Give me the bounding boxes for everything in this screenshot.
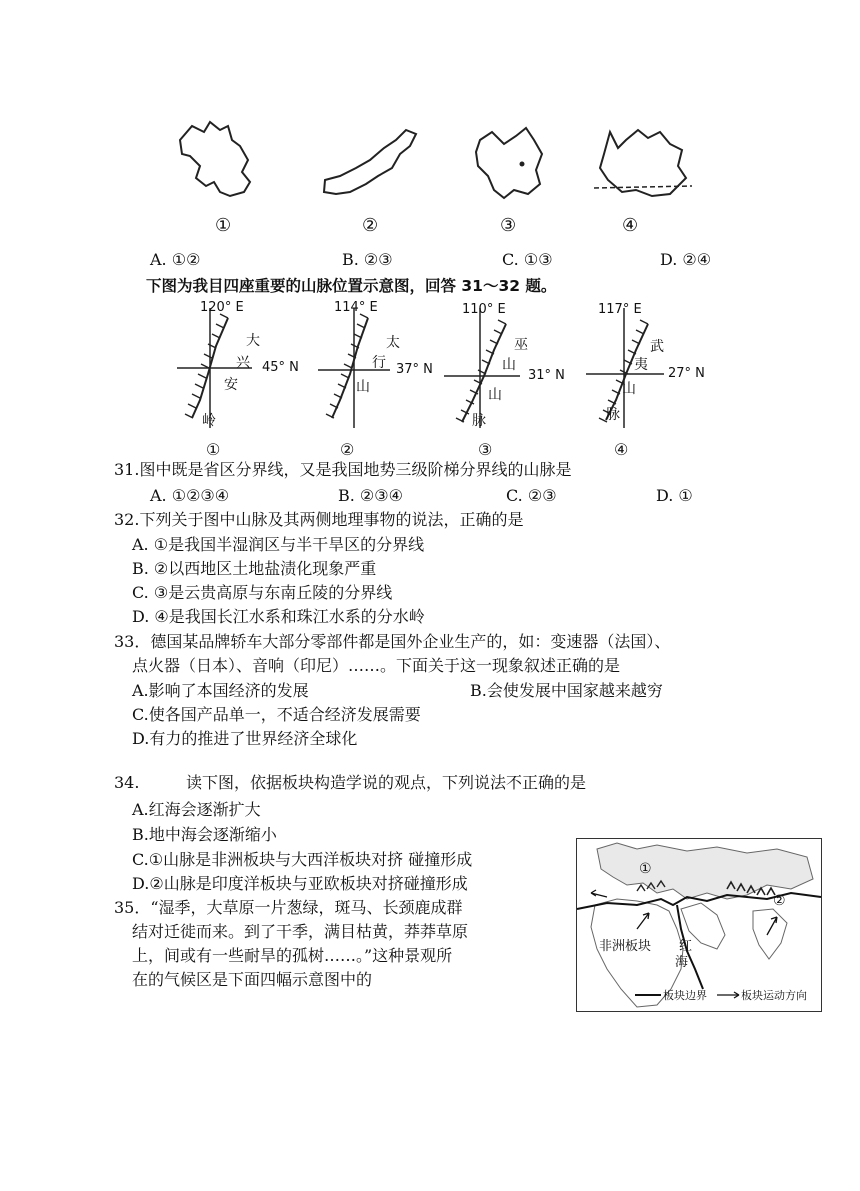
diagram2-char-3: 山 [356,379,370,395]
diagram1-char-2: 兴 [236,355,250,371]
diagram4-char-3: 山 [622,381,636,397]
province-outline-1 [180,122,250,196]
q32-option-d[interactable]: D. ④是我国长江水系和珠江水系的分水岭 [132,607,425,626]
province-outline-3 [476,128,542,198]
q30-option-c[interactable]: C. ①③ [502,250,553,269]
q34-option-c[interactable]: C.①山脉是非洲板块与大西洋板块对挤 碰撞形成 [132,850,473,869]
diagram4-char-1: 武 [650,339,664,355]
diagram1-marker: ① [206,440,221,459]
map-red-sea-label-1: 红 [679,939,693,954]
q33-option-b[interactable]: B.会使发展中国家越来越穷 [470,681,663,700]
diagram1-char-3: 安 [224,377,238,393]
diagram1-char-4: 岭 [202,413,216,429]
mountain-diagram-2 [318,300,458,440]
shape-marker-2: ② [362,215,379,236]
q32-stem: 32.下列关于图中山脉及其两侧地理事物的说法，正确的是 [114,510,524,529]
q34-stem: 读下图，依据板块构造学说的观点，下列说法不正确的是 [186,773,587,792]
q32-option-c[interactable]: C. ③是云贵高原与东南丘陵的分界线 [132,583,393,602]
map-red-sea-label-2: 海 [675,955,689,970]
province-outline-2 [324,130,416,194]
q31-option-b[interactable]: B. ②③④ [338,486,403,505]
province-outline-4 [600,130,686,196]
diagram1-char-1: 大 [246,333,260,349]
diagram1-lon: 120° E [200,300,244,315]
diagram2-marker: ② [340,440,355,459]
q33-option-d[interactable]: D.有力的推进了世界经济全球化 [132,729,358,748]
diagram3-lon: 110° E [462,302,506,317]
diagram2-lat: 37° N [396,362,433,377]
q32-option-a[interactable]: A. ①是我国半湿润区与半干旱区的分界线 [132,535,425,554]
diagram2-lon: 114° E [334,300,378,315]
diagram4-lat: 27° N [668,366,705,381]
q30-option-a[interactable]: A. ①② [150,250,201,269]
intro-31-32: 下图为我目四座重要的山脉位置示意图，回答 31～32 题。 [146,277,557,295]
shape-marker-1: ① [215,215,232,236]
diagram4-char-4: 脉 [606,407,620,423]
legend-motion-label: 板块运动方向 [741,989,807,1002]
q35-line2: 结对迁徙而来。到了干季，满目枯黄，莽莽草原 [132,922,469,941]
diagram3-lat: 31° N [528,368,565,383]
diagram4-lon: 117° E [598,302,642,317]
diagram2-char-1: 太 [386,335,400,351]
q33-option-a[interactable]: A.影响了本国经济的发展 [132,681,309,700]
q35-line3: 上，间或有一些耐旱的孤树……。”这种景观所 [132,946,453,965]
diagram4-char-2: 夷 [634,357,648,373]
diagram1-lat: 45° N [262,360,299,375]
diagram4-marker: ④ [614,440,629,459]
q30-option-d[interactable]: D. ②④ [660,250,712,269]
q34-option-d[interactable]: D.②山脉是印度洋板块与亚欧板块对挤碰撞形成 [132,874,468,893]
q31-option-a[interactable]: A. ①②③④ [150,486,230,505]
q34-option-b[interactable]: B.地中海会逐渐缩小 [132,825,277,844]
q30-option-b[interactable]: B. ②③ [342,250,393,269]
diagram3-marker: ③ [478,440,493,459]
europe-landmass [597,843,813,899]
q33-stem-line1: 33．德国某品牌轿车大部分零部件都是国外企业生产的，如：变速器（法国）、 [114,632,671,651]
q34-option-a[interactable]: A.红海会逐渐扩大 [132,800,261,819]
q31-stem: 31.图中既是省区分界线，又是我国地势三级阶梯分界线的山脉是 [114,460,572,479]
shape-marker-3: ③ [500,215,517,236]
diagram3-char-3: 山 [488,387,502,403]
q35-line1: 35．“湿季，大草原一片葱绿，斑马、长颈鹿成群 [114,898,463,917]
q33-option-c[interactable]: C.使各国产品单一，不适合经济发展需要 [132,705,421,724]
shape-marker-4: ④ [622,215,639,236]
diagram2-char-2: 行 [372,355,386,371]
legend-boundary-label: 板块边界 [663,989,707,1002]
diagram3-char-2: 山 [502,357,516,373]
plate-map [576,838,822,1012]
q34-number: 34. [114,773,140,792]
q31-option-c[interactable]: C. ②③ [506,486,557,505]
map-marker-2: ② [773,893,786,909]
diagram3-char-4: 脉 [472,413,486,429]
q31-option-d[interactable]: D. ① [656,486,693,505]
india-landmass [753,909,787,959]
q35-line4: 在的气候区是下面四幅示意图中的 [132,970,373,989]
q32-option-b[interactable]: B. ②以西地区土地盐渍化现象严重 [132,559,377,578]
q33-stem-line2: 点火器（日本）、音响（印尼）……。下面关于这一现象叙述正确的是 [132,656,621,675]
plate-map-drawing [577,839,821,1011]
diagram3-char-1: 巫 [514,337,528,353]
map-africa-label: 非洲板块 [599,939,652,954]
map-marker-1: ① [639,861,652,877]
